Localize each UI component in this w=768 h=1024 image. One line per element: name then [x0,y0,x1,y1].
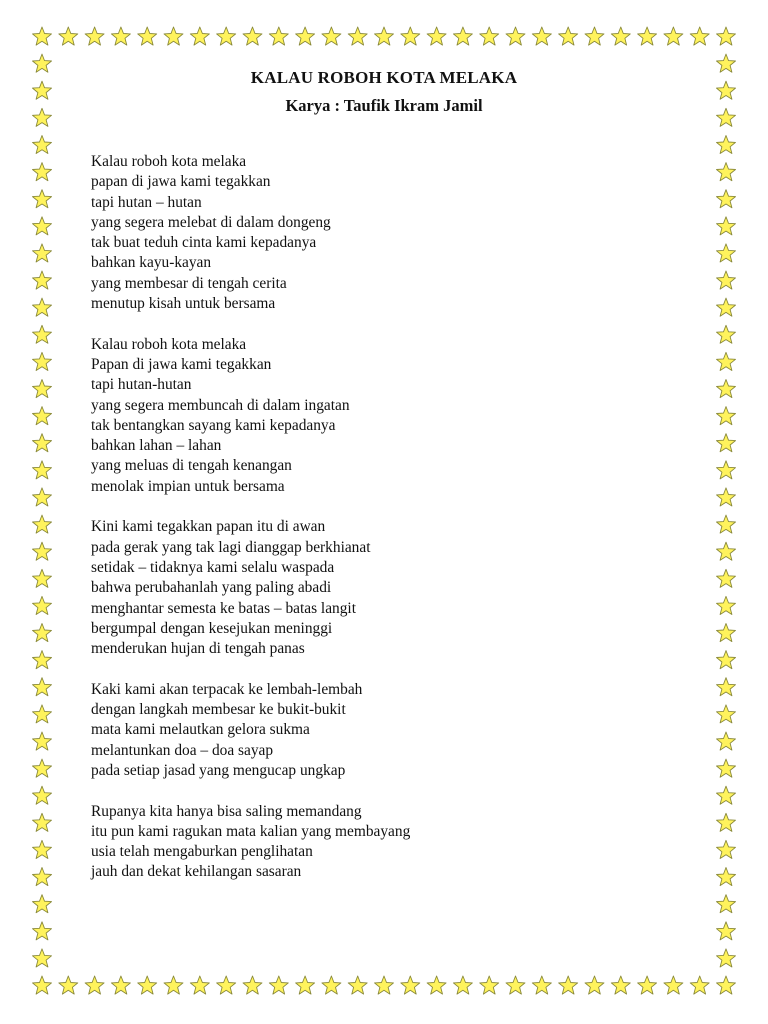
star-icon [33,190,52,208]
star-icon [717,624,736,642]
star-icon [717,868,736,886]
star-icon [322,27,341,45]
poem-line: bergumpal dengan kesejukan meninggi [91,619,333,637]
star-icon [717,596,736,614]
star-icon [33,759,52,777]
star-icon [532,27,551,45]
star-icon [664,976,683,994]
star-icon [717,651,736,669]
star-icon [33,244,52,262]
star-icon [717,271,736,289]
star-icon [717,380,736,398]
poem-line: menderukan hujan di tengah panas [91,640,305,658]
star-icon [611,27,630,45]
star-icon [532,976,551,994]
star-icon [717,813,736,831]
poem-stanza [91,152,691,314]
star-icon [506,27,525,45]
star-icon [717,352,736,370]
star-icon [190,976,209,994]
star-icon [33,461,52,479]
star-icon [322,976,341,994]
poem-author: Karya : Taufik Ikram Jamil [285,96,483,115]
star-icon [269,976,288,994]
star-icon [664,27,683,45]
star-icon [717,705,736,723]
star-icon [717,569,736,587]
star-icon [33,976,52,994]
star-icon [59,976,78,994]
star-icon [427,976,446,994]
star-icon [427,27,446,45]
star-icon [33,651,52,669]
star-icon [33,732,52,750]
star-icon [717,325,736,343]
poem-line: bahwa perubahanlah yang paling abadi [91,579,332,597]
star-icon [33,298,52,316]
star-icon [401,976,420,994]
star-icon [33,163,52,181]
poem-line: Papan di jawa kami tegakkan [91,355,272,373]
star-icon [33,868,52,886]
star-icon [348,976,367,994]
star-icon [33,515,52,533]
star-icon [611,976,630,994]
star-icon [296,976,315,994]
star-icon [717,217,736,235]
poem-line: itu pun kami ragukan mata kalian yang membayang [91,822,411,840]
poem-line: Kaki kami akan terpacak ke lembah-lembah [91,680,363,698]
star-icon [638,27,657,45]
star-icon [717,136,736,154]
poem-line: pada gerak yang tak lagi dianggap berkhianat [91,538,371,556]
poem-line: Kalau roboh kota melaka [91,153,247,170]
poem-line: tak buat teduh cinta kami kepadanya [91,234,317,252]
star-icon [138,27,157,45]
star-icon [690,976,709,994]
star-icon [33,488,52,506]
star-icon [717,922,736,940]
star-icon [585,976,604,994]
star-icon [33,596,52,614]
star-icon [164,27,183,45]
poem-line: bahkan lahan – lahan [91,437,222,455]
star-icon [717,976,736,994]
star-icon [717,163,736,181]
star-icon [401,27,420,45]
poem-line: dengan langkah membesar ke bukit-bukit [91,701,346,719]
star-icon [138,976,157,994]
star-icon [690,27,709,45]
star-icon [243,976,262,994]
poem-line: yang meluas di tengah kenangan [91,457,292,475]
star-icon [559,27,578,45]
poem-line: menutup kisah untuk bersama [91,295,276,313]
poem-line: jauh dan dekat kehilangan sasaran [91,863,302,881]
star-icon [33,949,52,967]
poem-line: Kalau roboh kota melaka [91,335,247,353]
poem-body [91,152,691,903]
star-icon [33,922,52,940]
poem-line: Rupanya kita hanya bisa saling memandang [91,802,362,820]
poem-line: pada setiap jasad yang mengucap ungkap [91,761,346,779]
star-icon [585,27,604,45]
star-icon [33,542,52,560]
poem-line: setidak – tidaknya kami selalu waspada [91,558,335,576]
poem-line: usia telah mengaburkan penglihatan [91,843,313,861]
star-icon [348,27,367,45]
poem-line: melantunkan doa – doa sayap [91,741,274,759]
star-icon [33,569,52,587]
poem-line: menolak impian untuk bersama [91,477,285,495]
poem-title: KALAU ROBOH KOTA MELAKA [250,68,518,87]
poem-line: menghantar semesta ke batas – batas langit [91,599,356,617]
poem-line: yang segera membuncah di dalam ingatan [91,396,350,414]
star-icon [85,27,104,45]
poem-line: tak bentangkan sayang kami kepadanya [91,416,336,434]
star-icon [717,840,736,858]
star-icon [375,27,394,45]
star-icon [33,407,52,425]
star-icon [33,624,52,642]
star-icon [33,786,52,804]
star-icon [717,461,736,479]
star-icon [717,759,736,777]
star-icon [33,895,52,913]
poem-stanza [91,335,691,497]
star-icon [717,732,736,750]
star-icon [85,976,104,994]
poem-stanza [91,680,691,781]
star-icon [506,976,525,994]
star-icon [717,542,736,560]
star-icon [717,407,736,425]
star-icon [717,949,736,967]
star-icon [480,27,499,45]
star-icon [190,27,209,45]
star-icon [717,895,736,913]
star-icon [638,976,657,994]
star-icon [717,786,736,804]
star-icon [33,380,52,398]
poem-line: tapi hutan-hutan [91,376,192,394]
star-icon [717,190,736,208]
poem-line: papan di jawa kami tegakkan [91,173,271,191]
star-icon [480,976,499,994]
star-icon [111,27,130,45]
star-icon [717,244,736,262]
star-icon [33,352,52,370]
star-icon [243,27,262,45]
star-icon [717,27,736,45]
star-icon [453,27,472,45]
poem-stanza [91,517,691,659]
star-icon [33,217,52,235]
poem-line: yang segera melebat di dalam dongeng [91,213,331,231]
poem-line: tapi hutan – hutan [91,193,202,211]
star-icon [59,27,78,45]
star-icon [33,705,52,723]
star-icon [217,27,236,45]
star-icon [33,840,52,858]
star-icon [217,976,236,994]
poem-line: bahkan kayu-kayan [91,254,212,272]
star-icon [33,136,52,154]
star-icon [453,976,472,994]
star-icon [296,27,315,45]
star-icon [33,271,52,289]
poem-line: yang membesar di tengah cerita [91,274,287,292]
star-icon [269,27,288,45]
star-icon [717,434,736,452]
star-icon [33,325,52,343]
star-icon [33,813,52,831]
star-icon [559,976,578,994]
star-icon [717,678,736,696]
poem-line: Kini kami tegakkan papan itu di awan [91,518,326,536]
star-icon [717,298,736,316]
star-icon [164,976,183,994]
star-icon [717,515,736,533]
star-icon [375,976,394,994]
star-icon [33,434,52,452]
poem-stanza [91,802,691,883]
poem-line: mata kami melautkan gelora sukma [91,721,310,739]
star-icon [111,976,130,994]
star-icon [33,27,52,45]
star-icon [33,678,52,696]
star-icon [717,488,736,506]
